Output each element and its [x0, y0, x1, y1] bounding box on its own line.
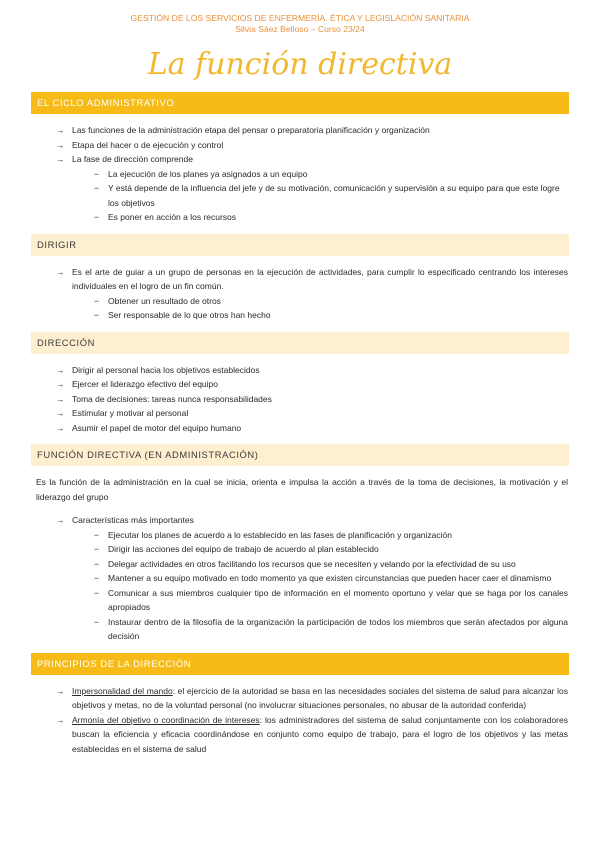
- section-title-direccion: DIRECCIÓN: [31, 332, 569, 354]
- list-item: → Impersonalidad del mando: el ejercicio de la autoridad se basa en las necesidades sociales del sistema de salud para alcanzar los objetivos y metas, no de la voluntad personal (no involucrar situaciones personales, no abusar de la autoridad conferida): [56, 685, 568, 710]
- arrow-icon: →: [56, 714, 65, 725]
- dash-icon: −: [94, 168, 99, 179]
- sub-list-item: − Instaurar dentro de la filosofía de la organización la participación de todos los miembros que serán afectados por alguna decisión: [94, 616, 568, 641]
- section-ciclo: [0, 92, 600, 225]
- sub-list-item: − Ejecutar los planes de acuerdo a lo establecido en las fases de planificación y organización: [94, 528, 568, 543]
- ciclo-sublist: [72, 167, 568, 225]
- dash-icon: −: [94, 587, 99, 598]
- list-item: → Es el arte de guiar a un grupo de personas en la ejecución de actividades, para cumplir lo especificado centrando los intereses individuales en el logro de un fin común. − Obtener un resultado de otros − Ser responsable de lo que otros han hecho: [56, 265, 568, 323]
- dash-icon: −: [94, 544, 99, 554]
- list-item: → La fase de dirección comprende − La ejecución de los planes ya asignados a un equipo − Y está depende de la influencia del jefe y de su motivación, comunicación y supervisión a su equipo para que este logre los objetivos − Es poner en acción a los recursos: [56, 152, 568, 225]
- sub-list-item: − Y está depende de la influencia del jefe y de su motivación, comunicación y supervisión a su equipo para que este logre los objetivos: [94, 183, 560, 208]
- section-title-dirigir: DIRIGIR: [31, 234, 569, 256]
- arrow-icon: →: [56, 154, 65, 164]
- list-item: → Ejercer el liderazgo efectivo del equipo: [56, 377, 568, 392]
- arrow-icon: →: [56, 408, 65, 418]
- sub-list-item: − Obtener un resultado de otros: [94, 294, 568, 309]
- sub-list-item: − Mantener a su equipo motivado en todo momento ya que existen circunstancias que pueden hacer caer el dinamismo: [94, 571, 568, 586]
- list-item: → Las funciones de la administración etapa del pensar o preparatoria planificación y organización: [56, 123, 568, 138]
- list-item: → Armonía del objetivo o coordinación de intereses: los administradores del sistema de salud conjuntamente con los colaboradores buscan la eficiencia y eficacia coordinándose en conjunto como equipo de trabajo, para el logro de los objetivos y las metas establecidas en el sistema de salud: [56, 714, 568, 754]
- arrow-icon: →: [56, 125, 65, 135]
- section-funcion: [0, 444, 600, 644]
- arrow-icon: →: [56, 266, 65, 277]
- principle-term: Impersonalidad del mando: [72, 685, 173, 696]
- sub-list-item: − Es poner en acción a los recursos: [94, 210, 568, 225]
- dash-icon: −: [94, 212, 99, 222]
- sub-list-item: − Ser responsable de lo que otros han hecho: [94, 308, 568, 323]
- direccion-list: [0, 363, 600, 436]
- funcion-list: [0, 513, 600, 644]
- principios-list: [0, 684, 600, 757]
- list-item: → Asumir el papel de motor del equipo humano: [56, 421, 568, 436]
- section-principios: [0, 653, 600, 757]
- arrow-icon: →: [56, 139, 65, 150]
- dirigir-sublist: [72, 294, 568, 323]
- sub-list-item: − Delegar actividades en otros facilitando los recursos que se necesiten y velando por la efectividad de su uso: [94, 557, 568, 572]
- course-title: GESTIÓN DE LOS SERVICIOS DE ENFERMERÍA. ÉTICA Y LEGISLACIÓN SANITARIA: [130, 13, 470, 23]
- list-item: → Estimular y motivar al personal: [56, 406, 568, 421]
- funcion-intro: Es la función de la administración en la cual se inicia, orienta e impulsa la acción a través de la toma de decisiones, la motivación y el liderazgo del grupo: [36, 477, 568, 502]
- sub-list-item: − Dirigir las acciones del equipo de trabajo de acuerdo al plan establecido: [94, 542, 568, 557]
- arrow-icon: →: [56, 422, 65, 433]
- arrow-icon: →: [56, 364, 65, 375]
- list-item: → Dirigir al personal hacia los objetivos establecidos: [56, 363, 568, 378]
- dash-icon: −: [94, 558, 99, 569]
- funcion-sublist: [72, 528, 568, 644]
- dash-icon: −: [94, 310, 99, 320]
- arrow-icon: →: [56, 515, 65, 525]
- author-line: Silvia Sáez Belloso – Curso 23/24: [235, 24, 365, 34]
- section-title-funcion: FUNCIÓN DIRECTIVA (EN ADMINISTRACIÓN): [31, 444, 569, 466]
- section-direccion: [0, 332, 600, 436]
- principle-term: Armonía del objetivo o coordinación de intereses: [72, 714, 260, 725]
- page-title: La función directiva: [147, 47, 453, 82]
- arrow-icon: →: [56, 379, 65, 389]
- dash-icon: −: [94, 573, 99, 583]
- sub-list-item: − Comunicar a sus miembros cualquier tipo de información en el momento oportuno y velar que se haga por los canales apropiados: [94, 587, 568, 612]
- dash-icon: −: [94, 183, 99, 193]
- list-item: → Características más importantes − Ejecutar los planes de acuerdo a lo establecido en las fases de planificación y organización − Dirigir las acciones del equipo de trabajo de acuerdo al plan establecido − Delegar actividades en otros facilitando los recursos que se necesiten y velando por la efectividad de su uso − Mantener a su equipo motivado en todo momento ya que existen circunstancias que pueden hacer caer el dinamismo − Comunicar a sus miembros cualquier tipo de información en el momento oportuno y velar que se haga por los canales apropiados − Instaurar dentro de la filosofía de la organización la participación de todos los miembros que serán afectados por alguna decisión: [56, 513, 568, 644]
- ciclo-list: [0, 123, 600, 225]
- section-title-ciclo: EL CICLO ADMINISTRATIVO: [31, 92, 569, 114]
- dash-icon: −: [94, 295, 99, 306]
- dirigir-list: [0, 265, 600, 323]
- list-item: → Toma de decisiones: tareas nunca responsabilidades: [56, 392, 568, 407]
- arrow-icon: →: [56, 685, 65, 696]
- arrow-icon: →: [56, 393, 65, 404]
- dash-icon: −: [94, 616, 99, 627]
- section-title-principios: PRINCIPIOS DE LA DIRECCIÓN: [31, 653, 569, 675]
- list-item: → Etapa del hacer o de ejecución y control: [56, 138, 568, 153]
- section-dirigir: [0, 234, 600, 323]
- dash-icon: −: [94, 529, 99, 540]
- page-header: [0, 0, 600, 35]
- sub-list-item: − La ejecución de los planes ya asignados a un equipo: [94, 167, 568, 182]
